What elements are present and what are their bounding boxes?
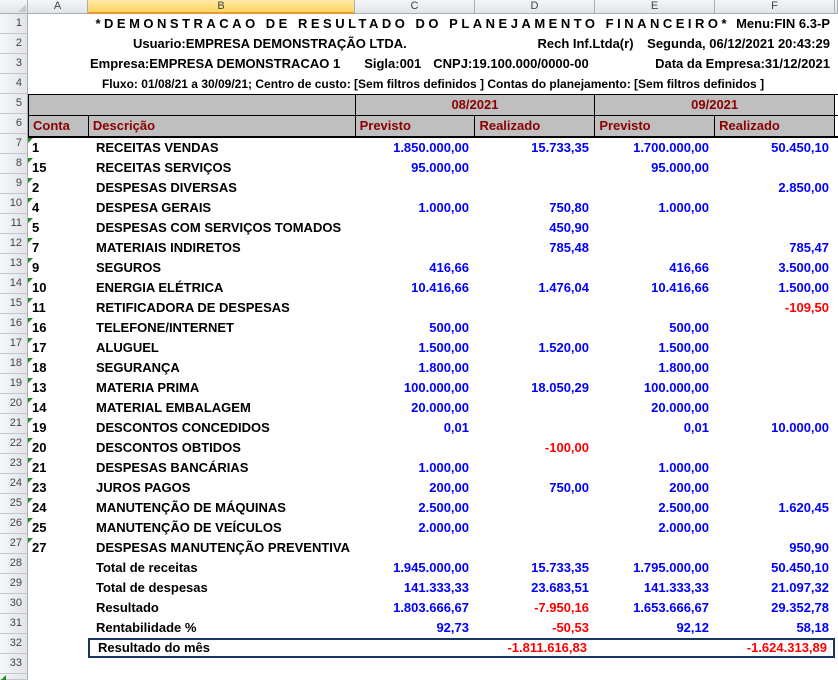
cell-value[interactable] [475, 398, 595, 418]
report-title: *DEMONSTRACAO DE RESULTADO DO PLANEJAMENTO FINANCEIRO* [95, 16, 731, 31]
cell-value[interactable] [355, 298, 475, 318]
cell-error-triangle-icon [28, 378, 33, 383]
cell-value[interactable]: 950,90 [789, 540, 829, 555]
cell-error-triangle-icon [28, 338, 33, 343]
month-header-cell[interactable]: 09/2021 [595, 95, 835, 115]
cell-description[interactable]: DESCONTOS CONCEDIDOS [96, 420, 270, 435]
cell-value[interactable]: -109,50 [784, 300, 829, 315]
cell-value[interactable]: 0,01 [683, 420, 709, 435]
result-month-box[interactable] [88, 638, 835, 658]
cell-error-triangle-icon [28, 278, 33, 283]
cell-conta[interactable]: 16 [28, 318, 88, 338]
column-headers [28, 0, 838, 14]
cell-description[interactable]: MATERIAIS INDIRETOS [96, 240, 241, 255]
cell-error-triangle-icon [28, 158, 33, 163]
cell-value[interactable] [715, 198, 835, 218]
cell-value[interactable] [355, 218, 475, 238]
cell-value[interactable]: 10.416,66 [651, 280, 709, 295]
cell-value[interactable] [475, 358, 595, 378]
cell-value[interactable]: 100.000,00 [643, 380, 709, 395]
table-row [28, 538, 838, 558]
cell-value[interactable] [475, 318, 595, 338]
select-all-corner[interactable] [0, 0, 28, 14]
row-header-2[interactable]: 2 [0, 34, 28, 54]
cell-description[interactable]: SEGURANÇA [96, 360, 180, 375]
cell-value[interactable]: 100.000,00 [403, 380, 469, 395]
row-header-20[interactable]: 20 [0, 394, 28, 414]
cell-value[interactable] [355, 438, 475, 458]
table-row [28, 338, 838, 358]
cell-value[interactable]: 15.733,35 [531, 560, 589, 575]
cell-value[interactable]: 750,00 [549, 480, 589, 495]
table-row [28, 438, 838, 458]
cell-value[interactable]: 500,00 [669, 320, 709, 335]
cell-value[interactable]: 200,00 [669, 480, 709, 495]
cell-value[interactable]: 10.000,00 [771, 420, 829, 435]
cell-conta[interactable]: 23 [28, 478, 88, 498]
cell-value[interactable]: 20.000,00 [411, 400, 469, 415]
cell-value[interactable]: 1.476,04 [538, 280, 589, 295]
row-header-26[interactable]: 26 [0, 514, 28, 534]
cell-total-label[interactable]: Rentabilidade % [96, 620, 197, 635]
cell-value[interactable]: 2.000,00 [418, 520, 469, 535]
cell-value[interactable]: 21.097,32 [771, 580, 829, 595]
cell-description[interactable]: SEGUROS [96, 260, 162, 275]
cell-empty[interactable] [28, 638, 88, 658]
empty-row[interactable] [28, 658, 838, 678]
cell-value[interactable] [715, 458, 835, 478]
select-all-triangle-icon [18, 4, 26, 12]
table-row [28, 138, 838, 158]
cell-value[interactable]: 1.000,00 [658, 460, 709, 475]
sigla-label: Sigla:001 [364, 56, 422, 71]
cell-value[interactable]: 785,48 [549, 240, 589, 255]
cell-value[interactable]: 1.800,00 [658, 360, 709, 375]
table-row [28, 278, 838, 298]
table-header-cell[interactable]: Realizado [715, 116, 835, 136]
cell-value[interactable] [475, 298, 595, 318]
cell-description[interactable]: MANUTENÇÃO DE VEÍCULOS [96, 520, 282, 535]
cell-value[interactable] [715, 438, 835, 458]
row-header-29[interactable]: 29 [0, 574, 28, 594]
company-date-label: Data da Empresa:31/12/2021 [655, 56, 830, 71]
cell-value[interactable] [595, 178, 715, 198]
cell-value[interactable]: 20.000,00 [651, 400, 709, 415]
cell-error-triangle-icon [28, 458, 33, 463]
cell-description[interactable]: DESPESA GERAIS [96, 200, 212, 215]
cell-value[interactable]: 2.500,00 [418, 500, 469, 515]
report-company-row[interactable] [28, 54, 838, 74]
cell-description[interactable]: ALUGUEL [96, 340, 159, 355]
row-header-4[interactable]: 4 [0, 74, 28, 94]
cell-value[interactable]: 23.683,51 [531, 580, 589, 595]
cell-value[interactable]: 1.000,00 [658, 200, 709, 215]
cell-conta[interactable]: 17 [28, 338, 88, 358]
cell-value[interactable] [355, 538, 475, 558]
cell-error-triangle-icon [28, 478, 33, 483]
table-header-cell[interactable]: Previsto [356, 116, 476, 136]
cell-error-triangle-icon [28, 438, 33, 443]
cell-value[interactable] [475, 538, 595, 558]
cell-conta[interactable]: 7 [28, 238, 88, 258]
cell-value[interactable] [595, 538, 715, 558]
column-header-d[interactable]: D [475, 0, 595, 14]
cell-description[interactable]: JUROS PAGOS [96, 480, 191, 495]
cell-description[interactable]: MANUTENÇÃO DE MÁQUINAS [96, 500, 286, 515]
result-month-row [28, 638, 838, 658]
table-row [28, 378, 838, 398]
cell-empty[interactable] [28, 618, 88, 638]
cell-value[interactable] [475, 418, 595, 438]
cell-value[interactable]: 200,00 [429, 480, 469, 495]
cell-value[interactable] [595, 218, 715, 238]
row-header-27[interactable]: 27 [0, 534, 28, 554]
cell-value[interactable] [355, 238, 475, 258]
cell-value[interactable]: 95.000,00 [651, 160, 709, 175]
cell-conta[interactable]: 10 [28, 278, 88, 298]
usuario-label: Usuario:EMPRESA DEMONSTRAÇÃO LTDA. [133, 36, 407, 51]
cell-total-label[interactable]: Total de despesas [96, 580, 208, 595]
cell-error-triangle-icon [28, 538, 33, 543]
row-header-3[interactable]: 3 [0, 54, 28, 74]
report-user-row[interactable] [28, 34, 838, 54]
cell-error-triangle-icon [28, 238, 33, 243]
cell-description[interactable]: DESPESAS COM SERVIÇOS TOMADOS [96, 220, 342, 235]
cell-value[interactable]: 450,90 [549, 220, 589, 235]
cell-value[interactable]: 1.803.666,67 [393, 600, 469, 615]
table-row [28, 318, 838, 338]
cell-error-triangle-icon [28, 138, 33, 143]
months-spacer-cell[interactable] [28, 95, 356, 115]
cell-conta[interactable]: 1 [28, 138, 88, 158]
table-row [28, 458, 838, 478]
cell-value[interactable]: 1.520,00 [538, 340, 589, 355]
cell-value[interactable]: 50.450,10 [771, 560, 829, 575]
cell-error-triangle-icon [28, 178, 33, 183]
cell-value[interactable]: 18.050,29 [531, 380, 589, 395]
column-header-c[interactable]: C [355, 0, 475, 14]
cell-value[interactable]: -1.624.313,89 [746, 640, 827, 655]
cell-value[interactable]: 2.000,00 [658, 520, 709, 535]
column-header-a[interactable]: A [28, 0, 88, 14]
cell-value[interactable]: 1.500,00 [778, 280, 829, 295]
cell-empty[interactable] [28, 578, 88, 598]
cell-value[interactable]: 1.945.000,00 [393, 560, 469, 575]
cell-value[interactable]: 500,00 [429, 320, 469, 335]
cell-error-triangle-icon [1, 675, 6, 680]
table-row [28, 158, 838, 178]
cell-value[interactable] [715, 338, 835, 358]
cell-value[interactable]: 785,47 [789, 240, 829, 255]
column-header-f[interactable]: F [715, 0, 835, 14]
row-header-14[interactable]: 14 [0, 274, 28, 294]
cell-value[interactable] [353, 640, 473, 656]
cell-description[interactable]: DESPESAS DIVERSAS [96, 180, 237, 195]
column-header-b[interactable]: B [88, 0, 355, 14]
cell-error-triangle-icon [28, 218, 33, 223]
row-header-5[interactable]: 5 [0, 94, 28, 114]
cell-value[interactable]: 1.800,00 [418, 360, 469, 375]
cell-value[interactable] [715, 478, 835, 498]
cell-value[interactable]: 1.500,00 [658, 340, 709, 355]
row-header-17[interactable]: 17 [0, 334, 28, 354]
cell-value[interactable] [355, 178, 475, 198]
cell-conta[interactable]: 2 [28, 178, 88, 198]
table-row-months [28, 94, 838, 115]
cell-value[interactable] [475, 498, 595, 518]
cell-error-triangle-icon [28, 398, 33, 403]
cell-description[interactable]: RETIFICADORA DE DESPESAS [96, 300, 290, 315]
row-header-32[interactable]: 32 [0, 634, 28, 654]
cell-conta[interactable]: 25 [28, 518, 88, 538]
cell-conta[interactable]: 13 [28, 378, 88, 398]
cell-total-label[interactable]: Resultado [96, 600, 159, 615]
cell-value[interactable]: 141.333,33 [643, 580, 709, 595]
cell-conta[interactable]: 15 [28, 158, 88, 178]
table-header-cell[interactable]: Conta [28, 116, 89, 136]
cell-value[interactable]: 1.500,00 [418, 340, 469, 355]
cell-value[interactable] [475, 518, 595, 538]
row-header-6[interactable]: 6 [0, 114, 28, 134]
cell-value[interactable] [595, 438, 715, 458]
cell-error-triangle-icon [28, 358, 33, 363]
row-header-18[interactable]: 18 [0, 354, 28, 374]
row-header-28[interactable]: 28 [0, 554, 28, 574]
row-header-33[interactable]: 33 [0, 654, 28, 674]
cell-value[interactable]: 1.000,00 [418, 460, 469, 475]
cell-value[interactable]: -7.950,16 [534, 600, 589, 615]
cell-empty[interactable] [28, 598, 88, 618]
report-filter-row[interactable] [28, 74, 838, 94]
row-header-19[interactable]: 19 [0, 374, 28, 394]
cell-error-triangle-icon [28, 298, 33, 303]
row-header-11[interactable]: 11 [0, 214, 28, 234]
row-header-7[interactable]: 7 [0, 134, 28, 154]
table-row [28, 478, 838, 498]
cell-value[interactable] [715, 218, 835, 238]
cell-description[interactable]: RECEITAS VENDAS [96, 140, 219, 155]
row-header-16[interactable]: 16 [0, 314, 28, 334]
cell-description[interactable]: RECEITAS SERVIÇOS [96, 160, 232, 175]
cell-description[interactable]: ENERGIA ELÉTRICA [96, 280, 224, 295]
cell-value[interactable] [715, 518, 835, 538]
cell-value[interactable]: 50.450,10 [771, 140, 829, 155]
cell-value[interactable]: 1.000,00 [418, 200, 469, 215]
cell-value[interactable] [595, 238, 715, 258]
month-header-cell[interactable]: 08/2021 [356, 95, 596, 115]
table-row [28, 218, 838, 238]
cell-value[interactable]: -50,53 [552, 620, 589, 635]
empresa-label: Empresa:EMPRESA DEMONSTRACAO 1 [90, 56, 341, 71]
cell-description[interactable]: DESCONTOS OBTIDOS [96, 440, 241, 455]
cell-value[interactable]: 141.333,33 [403, 580, 469, 595]
cell-error-triangle-icon [28, 258, 33, 263]
cell-value[interactable] [715, 318, 835, 338]
row-header-15[interactable]: 15 [0, 294, 28, 314]
cell-conta[interactable]: 9 [28, 258, 88, 278]
table-row [28, 398, 838, 418]
cell-value[interactable] [715, 398, 835, 418]
cell-value[interactable]: 2.850,00 [778, 180, 829, 195]
column-header-e[interactable]: E [595, 0, 715, 14]
cell-value[interactable]: -100,00 [544, 440, 589, 455]
cell-description[interactable]: TELEFONE/INTERNET [96, 320, 234, 335]
cell-conta[interactable]: 14 [28, 398, 88, 418]
cell-value[interactable] [475, 258, 595, 278]
table-header-cell[interactable]: Previsto [595, 116, 715, 136]
row-header-10[interactable]: 10 [0, 194, 28, 214]
table-row [28, 518, 838, 538]
cell-value[interactable]: 92,12 [676, 620, 709, 635]
total-row [28, 598, 838, 618]
cell-value[interactable]: 1.653.666,67 [633, 600, 709, 615]
row-header-25[interactable]: 25 [0, 494, 28, 514]
cell-error-triangle-icon [28, 418, 33, 423]
cell-conta[interactable]: 21 [28, 458, 88, 478]
cell-total-label[interactable]: Resultado do mês [98, 640, 210, 655]
cell-value[interactable] [475, 158, 595, 178]
table-header-cell[interactable]: Realizado [475, 116, 595, 136]
row-header-12[interactable]: 12 [0, 234, 28, 254]
cell-value[interactable]: -1.811.616,83 [507, 640, 587, 655]
cell-value[interactable]: 1.795.000,00 [633, 560, 709, 575]
cell-value[interactable] [593, 640, 713, 656]
cell-conta[interactable]: 4 [28, 198, 88, 218]
cell-value[interactable]: 750,80 [549, 200, 589, 215]
cell-error-triangle-icon [28, 518, 33, 523]
cell-value[interactable]: 10.416,66 [411, 280, 469, 295]
cell-value[interactable]: 15.733,35 [531, 140, 589, 155]
cell-description[interactable]: MATERIAL EMBALAGEM [96, 400, 251, 415]
row-header-23[interactable]: 23 [0, 454, 28, 474]
cell-conta[interactable]: 27 [28, 538, 88, 558]
cell-value[interactable]: 92,73 [436, 620, 469, 635]
cell-description[interactable]: DESPESAS MANUTENÇÃO PREVENTIVA [96, 540, 351, 555]
table-row [28, 298, 838, 318]
table-row-headers [28, 115, 838, 138]
table-row [28, 198, 838, 218]
table-row [28, 238, 838, 258]
row-header-8[interactable]: 8 [0, 154, 28, 174]
row-header-9[interactable]: 9 [0, 174, 28, 194]
cell-error-triangle-icon [28, 318, 33, 323]
table-header-cell[interactable]: Descrição [89, 116, 356, 136]
cnpj-label: CNPJ:19.100.000/0000-00 [433, 56, 589, 71]
cell-conta[interactable]: 24 [28, 498, 88, 518]
cell-value[interactable] [715, 358, 835, 378]
sheet-content [28, 14, 838, 678]
cell-error-triangle-icon [28, 198, 33, 203]
table-row [28, 498, 838, 518]
row-header-13[interactable]: 13 [0, 254, 28, 274]
cell-value[interactable] [715, 378, 835, 398]
cell-conta[interactable]: 5 [28, 218, 88, 238]
row-header-21[interactable]: 21 [0, 414, 28, 434]
total-row [28, 578, 838, 598]
row-header-30[interactable]: 30 [0, 594, 28, 614]
cell-value[interactable]: 416,66 [429, 260, 469, 275]
cell-value[interactable]: 2.500,00 [658, 500, 709, 515]
report-title-row[interactable] [28, 14, 838, 34]
cell-value[interactable]: 58,18 [796, 620, 829, 635]
cell-description[interactable]: DESPESAS BANCÁRIAS [96, 460, 249, 475]
cell-conta[interactable]: 19 [28, 418, 88, 438]
cell-value[interactable]: 416,66 [669, 260, 709, 275]
cell-value[interactable] [715, 158, 835, 178]
cell-value[interactable]: 1.620,45 [778, 500, 829, 515]
cell-value[interactable]: 95.000,00 [411, 160, 469, 175]
cell-description[interactable]: MATERIA PRIMA [96, 380, 200, 395]
vendor-label: Rech Inf.Ltda(r) [537, 36, 634, 51]
cell-conta[interactable]: 18 [28, 358, 88, 378]
cell-value[interactable] [595, 298, 715, 318]
row-header-24[interactable]: 24 [0, 474, 28, 494]
cell-value[interactable]: 1.700.000,00 [633, 140, 709, 155]
row-headers [0, 14, 28, 680]
cell-total-label[interactable]: Total de receitas [96, 560, 198, 575]
cell-conta[interactable]: 11 [28, 298, 88, 318]
cell-value[interactable] [475, 178, 595, 198]
report-datetime: Segunda, 06/12/2021 20:43:29 [647, 36, 830, 51]
cell-error-triangle-icon [28, 498, 33, 503]
row-header-31[interactable]: 31 [0, 614, 28, 634]
total-row [28, 618, 838, 638]
cell-value[interactable] [475, 458, 595, 478]
total-row [28, 558, 838, 578]
cell-value[interactable]: 1.850.000,00 [393, 140, 469, 155]
cell-value[interactable]: 3.500,00 [778, 260, 829, 275]
cell-empty[interactable] [28, 558, 88, 578]
report-menu-code: Menu:FIN 6.3-P [736, 16, 830, 31]
table-row [28, 358, 838, 378]
row-header-1[interactable]: 1 [0, 14, 28, 34]
cell-conta[interactable]: 20 [28, 438, 88, 458]
cell-value[interactable]: 0,01 [443, 420, 469, 435]
table-row [28, 178, 838, 198]
fluxo-label: Fluxo: 01/08/21 a 30/09/21; Centro de custo: [Sem filtros definidos ] Contas do planejamento: [Sem filtros definidos ] [101, 77, 765, 91]
cell-value[interactable]: 29.352,78 [771, 600, 829, 615]
row-header-22[interactable]: 22 [0, 434, 28, 454]
table-row [28, 258, 838, 278]
table-row [28, 418, 838, 438]
